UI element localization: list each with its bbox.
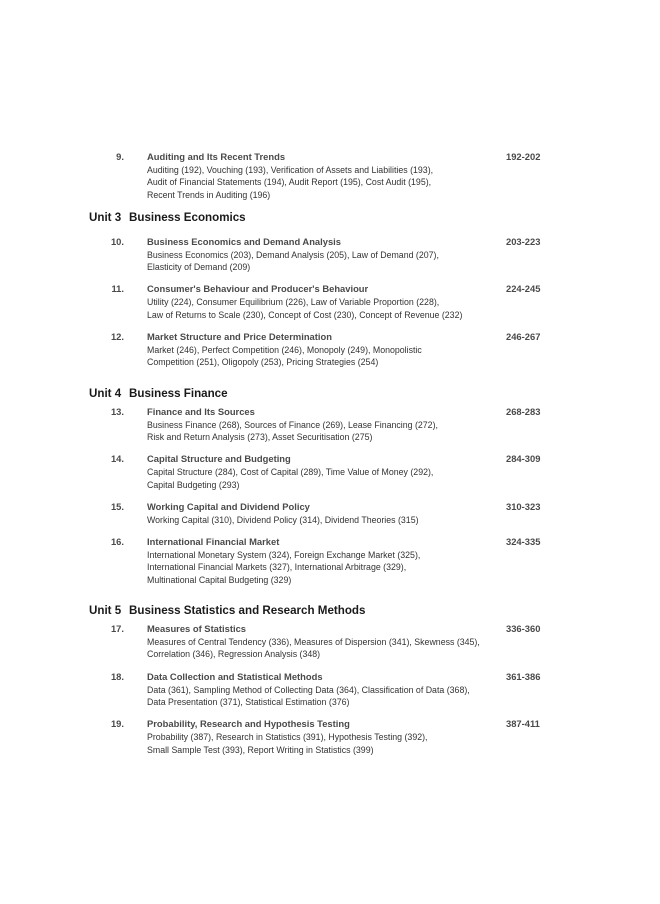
unit-heading-3 [89, 207, 660, 229]
unit-label: Unit 3 [89, 210, 122, 224]
chapter-number: 9. [116, 151, 124, 162]
unit-label: Unit 4 [89, 386, 122, 400]
chapter-topics: Business Finance (268), Sources of Finance (269), Lease Financing (272), Risk and Return Analysis (273), Asset Securitisation (275) [147, 419, 438, 442]
toc-entry-header [110, 622, 542, 636]
chapter-title: Consumer's Behaviour and Producer's Behaviour [147, 283, 369, 295]
page-range: 203-223 [506, 235, 541, 247]
chapter-number: 13. [110, 405, 124, 417]
chapter-topics: Market (246), Perfect Competition (246), Monopoly (249), Monopolistic Competition (251), Oligopoly (253), Pricing Strategies (254) [147, 345, 422, 368]
toc-entry-header [110, 452, 542, 466]
chapter-number: 18. [110, 670, 124, 682]
chapter-title: Capital Structure and Budgeting [147, 453, 291, 465]
page-range: 324-335 [506, 536, 541, 548]
toc-entry-18 [110, 670, 542, 709]
chapter-topics: Working Capital (310), Dividend Policy (314), Dividend Theories (315) [147, 514, 419, 525]
chapter-title: Market Structure and Price Determination [147, 331, 332, 343]
page-range: 361-386 [506, 670, 541, 682]
chapter-title: Working Capital and Dividend Policy [147, 500, 310, 512]
unit-title: Business Finance [129, 386, 228, 400]
chapter-number: 12. [110, 331, 124, 343]
toc-entry-header [110, 500, 542, 514]
chapter-title: Data Collection and Statistical Methods [147, 670, 323, 682]
chapter-title: Measures of Statistics [147, 623, 246, 635]
toc-entry-header [110, 235, 542, 249]
chapter-number: 11. [111, 283, 124, 295]
unit-label: Unit 5 [89, 604, 122, 618]
unit-heading-5 [89, 600, 660, 622]
unit-title: Business Economics [129, 210, 246, 224]
toc-entry-14 [110, 452, 542, 491]
toc-entry-header [110, 330, 542, 344]
chapter-topics: Utility (224), Consumer Equilibrium (226), Law of Variable Proportion (228), Law of Returns to Scale (230), Concept of Cost (230), Concept of Revenue (232) [147, 297, 463, 320]
chapter-topics: Capital Structure (284), Cost of Capital (289), Time Value of Money (292), Capital Budgeting (293) [147, 467, 434, 490]
toc-entry-header [111, 282, 542, 296]
toc-entry-17 [110, 622, 542, 661]
chapter-topics: Data (361), Sampling Method of Collecting Data (364), Classification of Data (368), Data Presentation (371), Statistical Estimation (376) [147, 684, 470, 707]
toc-entry-15 [110, 500, 542, 526]
chapter-title: Auditing and Its Recent Trends [147, 151, 286, 162]
toc-entry-13 [110, 405, 542, 444]
page-range: 284-309 [506, 453, 541, 465]
chapter-title: International Financial Market [147, 536, 280, 548]
toc-entry-9 [116, 150, 542, 201]
chapter-title: Finance and Its Sources [147, 405, 255, 417]
chapter-number: 17. [110, 623, 124, 635]
chapter-topics: Auditing (192), Vouching (193), Verification of Assets and Liabilities (193), Audit of Financial Statements (194), Audit Report (195), Cost Audit (195), Recent Trends in Auditing (196) [147, 165, 434, 200]
page-range: 192-202 [506, 151, 541, 162]
chapter-number: 14. [110, 453, 124, 465]
page-range: 310-323 [506, 500, 541, 512]
unit-heading-4 [89, 383, 660, 405]
page-range: 246-267 [506, 331, 541, 343]
table-of-contents [0, 150, 660, 756]
chapter-topics: Measures of Central Tendency (336), Measures of Dispersion (341), Skewness (345), Correlation (346), Regression Analysis (348) [147, 637, 480, 660]
toc-entry-header [110, 405, 542, 419]
toc-entry-11 [111, 282, 542, 321]
chapter-number: 15. [110, 500, 124, 512]
toc-entry-header [116, 150, 542, 164]
chapter-topics: Probability (387), Research in Statistics (391), Hypothesis Testing (392), Small Sample Test (393), Report Writing in Statistics (399) [147, 732, 428, 755]
toc-entry-10 [110, 235, 542, 274]
chapter-topics: Business Economics (203), Demand Analysis (205), Law of Demand (207), Elasticity of Demand (209) [147, 249, 439, 273]
unit-title: Business Statistics and Research Methods [129, 604, 366, 618]
toc-entry-16 [110, 535, 542, 586]
toc-entry-header [110, 717, 542, 731]
page-range: 224-245 [506, 283, 541, 295]
chapter-number: 19. [110, 718, 124, 730]
page-range: 387-411 [506, 718, 540, 730]
page-range: 336-360 [506, 623, 541, 635]
toc-entry-19 [110, 717, 542, 756]
chapter-topics: International Monetary System (324), Foreign Exchange Market (325), International Financial Markets (327), International Arbitrage (329), Multinational Capital Budgeting (329) [147, 550, 421, 585]
chapter-title: Probability, Research and Hypothesis Testing [147, 718, 350, 730]
toc-entry-12 [110, 330, 542, 369]
page-range: 268-283 [506, 405, 541, 417]
toc-entry-header [110, 535, 542, 549]
chapter-number: 10. [110, 235, 124, 247]
toc-entry-header [110, 670, 542, 684]
chapter-title: Business Economics and Demand Analysis [147, 235, 341, 247]
chapter-number: 16. [110, 536, 124, 548]
